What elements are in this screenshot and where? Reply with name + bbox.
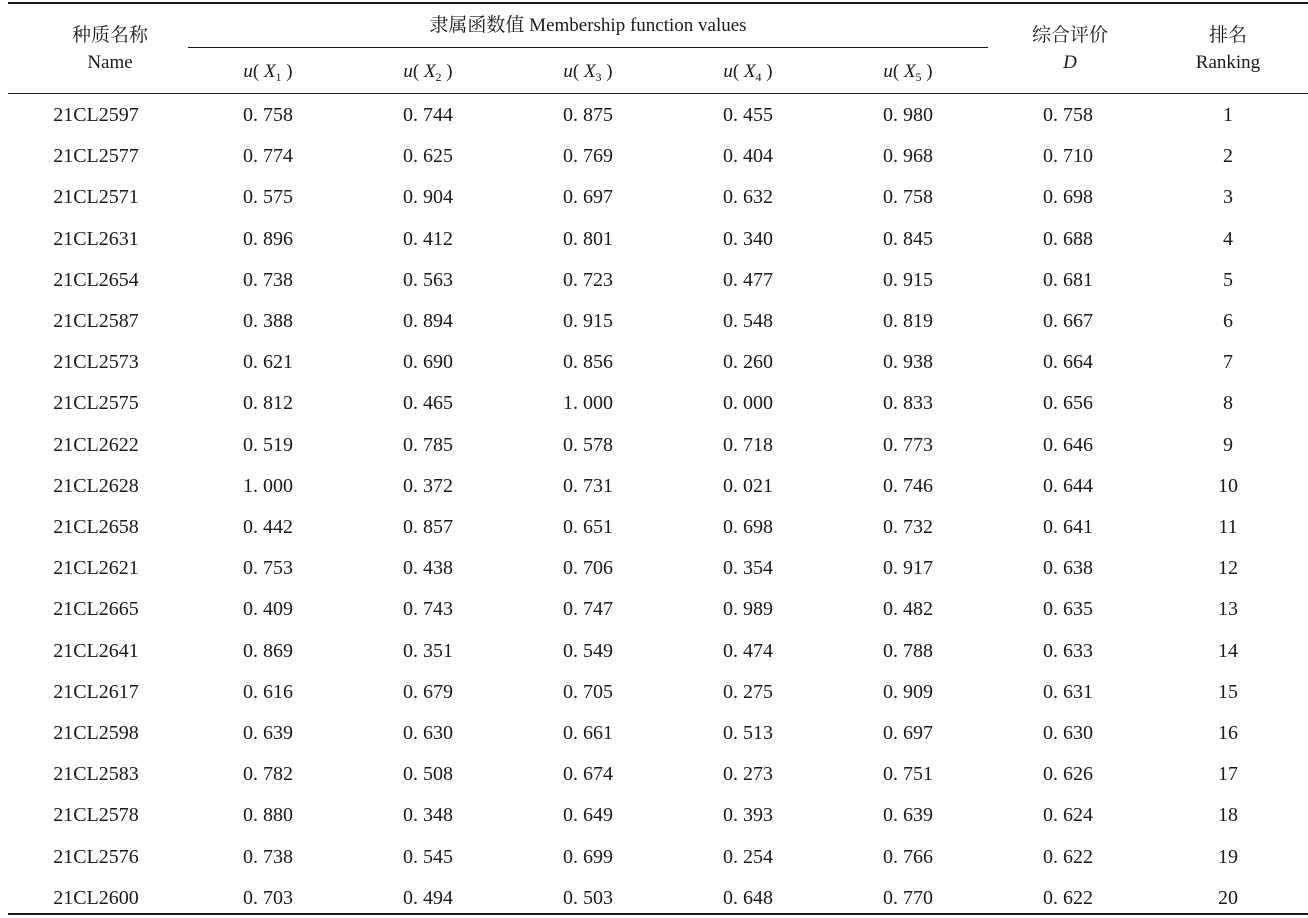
cell-u-x5: 0. 697 <box>883 722 933 744</box>
cell-ranking: 4 <box>1223 228 1233 250</box>
cell-ranking: 10 <box>1218 475 1238 497</box>
cell-u-x3: 0. 697 <box>563 186 613 208</box>
cell-d: 0. 626 <box>1043 763 1093 785</box>
cell-ranking: 5 <box>1223 269 1233 291</box>
cell-u-x4: 0. 477 <box>723 269 773 291</box>
cell-u-x2: 0. 904 <box>403 186 453 208</box>
cell-u-x2: 0. 744 <box>403 104 453 126</box>
cell-name: 21CL2617 <box>53 681 139 703</box>
cell-d: 0. 641 <box>1043 516 1093 538</box>
cell-u-x5: 0. 482 <box>883 598 933 620</box>
cell-u-x5: 0. 968 <box>883 145 933 167</box>
cell-ranking: 7 <box>1223 351 1233 373</box>
cell-u-x2: 0. 857 <box>403 516 453 538</box>
cell-ranking: 18 <box>1218 804 1238 826</box>
cell-ranking: 12 <box>1218 557 1238 579</box>
table-top-rule <box>8 2 1308 4</box>
cell-d: 0. 688 <box>1043 228 1093 250</box>
cell-u-x1: 0. 738 <box>243 269 293 291</box>
cell-u-x4: 0. 698 <box>723 516 773 538</box>
cell-d: 0. 681 <box>1043 269 1093 291</box>
cell-u-x5: 0. 751 <box>883 763 933 785</box>
header-bottom-rule <box>8 93 1308 94</box>
cell-u-x4: 0. 354 <box>723 557 773 579</box>
cell-u-x3: 0. 747 <box>563 598 613 620</box>
header-u-x5: u( $X_5$ ) <box>883 61 933 84</box>
membership-group-rule <box>188 47 988 48</box>
cell-u-x4: 0. 513 <box>723 722 773 744</box>
cell-name: 21CL2571 <box>53 186 139 208</box>
cell-u-x5: 0. 833 <box>883 392 933 414</box>
cell-u-x5: 0. 909 <box>883 681 933 703</box>
cell-u-x5: 0. 758 <box>883 186 933 208</box>
cell-u-x5: 0. 917 <box>883 557 933 579</box>
cell-u-x5: 0. 819 <box>883 310 933 332</box>
cell-ranking: 17 <box>1218 763 1238 785</box>
header-var-x: X <box>743 61 756 82</box>
cell-u-x3: 0. 801 <box>563 228 613 250</box>
cell-u-x4: 0. 393 <box>723 804 773 826</box>
cell-u-x4: 0. 455 <box>723 104 773 126</box>
cell-d: 0. 644 <box>1043 475 1093 497</box>
cell-u-x1: 0. 616 <box>243 681 293 703</box>
cell-u-x5: 0. 639 <box>883 804 933 826</box>
header-var-x: X <box>903 61 916 82</box>
cell-u-x2: 0. 372 <box>403 475 453 497</box>
cell-d: 0. 646 <box>1043 434 1093 456</box>
cell-d: 0. 664 <box>1043 351 1093 373</box>
header-u-x4: u( $X_4$ ) <box>723 61 773 84</box>
cell-ranking: 11 <box>1218 516 1238 538</box>
header-var-u: u <box>883 61 893 82</box>
header-var-u: u <box>403 61 413 82</box>
header-var-subscript: 3 <box>595 70 602 84</box>
cell-d: 0. 622 <box>1043 846 1093 868</box>
cell-d: 0. 635 <box>1043 598 1093 620</box>
cell-u-x2: 0. 785 <box>403 434 453 456</box>
cell-u-x4: 0. 260 <box>723 351 773 373</box>
cell-u-x1: 1. 000 <box>243 475 293 497</box>
cell-u-x3: 0. 503 <box>563 887 613 909</box>
cell-d: 0. 624 <box>1043 804 1093 826</box>
cell-name: 21CL2587 <box>53 310 139 332</box>
header-membership-group: 隶属函数值 Membership function values <box>429 15 747 36</box>
cell-ranking: 15 <box>1218 681 1238 703</box>
cell-u-x4: 0. 548 <box>723 310 773 332</box>
header-eval-cn: 综合评价 <box>1031 25 1108 46</box>
cell-d: 0. 630 <box>1043 722 1093 744</box>
cell-u-x2: 0. 494 <box>403 887 453 909</box>
cell-u-x5: 0. 746 <box>883 475 933 497</box>
cell-u-x3: 0. 705 <box>563 681 613 703</box>
cell-d: 0. 633 <box>1043 640 1093 662</box>
cell-ranking: 3 <box>1223 186 1233 208</box>
cell-name: 21CL2622 <box>53 434 139 456</box>
cell-name: 21CL2641 <box>53 640 139 662</box>
cell-u-x2: 0. 563 <box>403 269 453 291</box>
cell-u-x4: 0. 632 <box>723 186 773 208</box>
cell-name: 21CL2577 <box>53 145 139 167</box>
cell-name: 21CL2576 <box>53 846 139 868</box>
cell-u-x5: 0. 938 <box>883 351 933 373</box>
cell-u-x5: 0. 766 <box>883 846 933 868</box>
cell-u-x1: 0. 639 <box>243 722 293 744</box>
cell-u-x2: 0. 412 <box>403 228 453 250</box>
header-var-u: u <box>723 61 733 82</box>
cell-u-x1: 0. 774 <box>243 145 293 167</box>
header-rank-en: Ranking <box>1195 52 1261 73</box>
cell-u-x4: 0. 275 <box>723 681 773 703</box>
cell-u-x2: 0. 508 <box>403 763 453 785</box>
cell-u-x3: 1. 000 <box>563 392 613 414</box>
cell-u-x5: 0. 773 <box>883 434 933 456</box>
header-var-subscript: 5 <box>915 70 922 84</box>
cell-name: 21CL2573 <box>53 351 139 373</box>
cell-u-x1: 0. 758 <box>243 104 293 126</box>
cell-u-x2: 0. 348 <box>403 804 453 826</box>
cell-u-x3: 0. 651 <box>563 516 613 538</box>
cell-ranking: 6 <box>1223 310 1233 332</box>
cell-u-x2: 0. 743 <box>403 598 453 620</box>
cell-u-x1: 0. 896 <box>243 228 293 250</box>
cell-u-x1: 0. 738 <box>243 846 293 868</box>
cell-u-x2: 0. 625 <box>403 145 453 167</box>
cell-u-x5: 0. 788 <box>883 640 933 662</box>
header-name-cn: 种质名称 <box>71 25 148 46</box>
cell-u-x4: 0. 254 <box>723 846 773 868</box>
cell-u-x1: 0. 409 <box>243 598 293 620</box>
cell-u-x1: 0. 812 <box>243 392 293 414</box>
cell-u-x2: 0. 438 <box>403 557 453 579</box>
cell-u-x4: 0. 404 <box>723 145 773 167</box>
cell-u-x1: 0. 519 <box>243 434 293 456</box>
cell-u-x5: 0. 845 <box>883 228 933 250</box>
cell-u-x3: 0. 856 <box>563 351 613 373</box>
cell-u-x5: 0. 732 <box>883 516 933 538</box>
cell-u-x2: 0. 690 <box>403 351 453 373</box>
cell-ranking: 19 <box>1218 846 1238 868</box>
cell-u-x3: 0. 875 <box>563 104 613 126</box>
cell-name: 21CL2578 <box>53 804 139 826</box>
cell-u-x1: 0. 880 <box>243 804 293 826</box>
cell-name: 21CL2631 <box>53 228 139 250</box>
cell-u-x4: 0. 021 <box>723 475 773 497</box>
cell-name: 21CL2597 <box>53 104 139 126</box>
cell-ranking: 1 <box>1223 104 1233 126</box>
cell-d: 0. 758 <box>1043 104 1093 126</box>
header-var-x: X <box>583 61 596 82</box>
header-u-x2: u( $X_2$ ) <box>403 61 453 84</box>
header-var-u: u <box>563 61 573 82</box>
cell-u-x1: 0. 442 <box>243 516 293 538</box>
cell-u-x3: 0. 915 <box>563 310 613 332</box>
cell-u-x2: 0. 545 <box>403 846 453 868</box>
cell-u-x5: 0. 915 <box>883 269 933 291</box>
cell-ranking: 13 <box>1218 598 1238 620</box>
header-var-subscript: 2 <box>435 70 442 84</box>
cell-u-x4: 0. 989 <box>723 598 773 620</box>
cell-u-x3: 0. 649 <box>563 804 613 826</box>
cell-name: 21CL2600 <box>53 887 139 909</box>
cell-name: 21CL2583 <box>53 763 139 785</box>
cell-d: 0. 710 <box>1043 145 1093 167</box>
header-rank-cn: 排名 <box>1208 25 1247 46</box>
cell-ranking: 9 <box>1223 434 1233 456</box>
cell-u-x5: 0. 980 <box>883 104 933 126</box>
cell-u-x3: 0. 578 <box>563 434 613 456</box>
cell-d: 0. 667 <box>1043 310 1093 332</box>
header-var-u: u <box>243 61 253 82</box>
header-u-x3: u( $X_3$ ) <box>563 61 613 84</box>
cell-u-x1: 0. 388 <box>243 310 293 332</box>
cell-ranking: 8 <box>1223 392 1233 414</box>
cell-u-x4: 0. 000 <box>723 392 773 414</box>
header-u-x1: u( $X_1$ ) <box>243 61 293 84</box>
cell-d: 0. 622 <box>1043 887 1093 909</box>
cell-u-x1: 0. 575 <box>243 186 293 208</box>
cell-d: 0. 656 <box>1043 392 1093 414</box>
cell-u-x3: 0. 723 <box>563 269 613 291</box>
cell-ranking: 14 <box>1218 640 1238 662</box>
cell-u-x3: 0. 674 <box>563 763 613 785</box>
cell-u-x2: 0. 465 <box>403 392 453 414</box>
cell-u-x3: 0. 549 <box>563 640 613 662</box>
cell-u-x3: 0. 769 <box>563 145 613 167</box>
cell-u-x2: 0. 894 <box>403 310 453 332</box>
table-bottom-rule <box>8 913 1308 915</box>
cell-u-x5: 0. 770 <box>883 887 933 909</box>
header-var-subscript: 4 <box>755 70 762 84</box>
cell-u-x4: 0. 648 <box>723 887 773 909</box>
cell-u-x1: 0. 869 <box>243 640 293 662</box>
header-eval-en: D <box>1063 52 1077 73</box>
cell-u-x3: 0. 706 <box>563 557 613 579</box>
cell-u-x4: 0. 474 <box>723 640 773 662</box>
cell-u-x3: 0. 731 <box>563 475 613 497</box>
cell-d: 0. 638 <box>1043 557 1093 579</box>
cell-ranking: 16 <box>1218 722 1238 744</box>
header-name-en: Name <box>87 52 133 73</box>
cell-u-x2: 0. 351 <box>403 640 453 662</box>
cell-name: 21CL2665 <box>53 598 139 620</box>
cell-u-x1: 0. 703 <box>243 887 293 909</box>
cell-u-x3: 0. 699 <box>563 846 613 868</box>
cell-name: 21CL2575 <box>53 392 139 414</box>
cell-u-x2: 0. 679 <box>403 681 453 703</box>
cell-name: 21CL2628 <box>53 475 139 497</box>
cell-d: 0. 631 <box>1043 681 1093 703</box>
cell-u-x1: 0. 753 <box>243 557 293 579</box>
cell-d: 0. 698 <box>1043 186 1093 208</box>
cell-name: 21CL2654 <box>53 269 139 291</box>
cell-u-x3: 0. 661 <box>563 722 613 744</box>
cell-u-x4: 0. 273 <box>723 763 773 785</box>
cell-u-x4: 0. 340 <box>723 228 773 250</box>
cell-name: 21CL2621 <box>53 557 139 579</box>
cell-name: 21CL2658 <box>53 516 139 538</box>
cell-ranking: 20 <box>1218 887 1238 909</box>
cell-u-x1: 0. 782 <box>243 763 293 785</box>
header-var-x: X <box>263 61 276 82</box>
cell-u-x2: 0. 630 <box>403 722 453 744</box>
cell-ranking: 2 <box>1223 145 1233 167</box>
header-var-x: X <box>423 61 436 82</box>
cell-u-x1: 0. 621 <box>243 351 293 373</box>
cell-u-x4: 0. 718 <box>723 434 773 456</box>
cell-name: 21CL2598 <box>53 722 139 744</box>
header-var-subscript: 1 <box>275 70 282 84</box>
